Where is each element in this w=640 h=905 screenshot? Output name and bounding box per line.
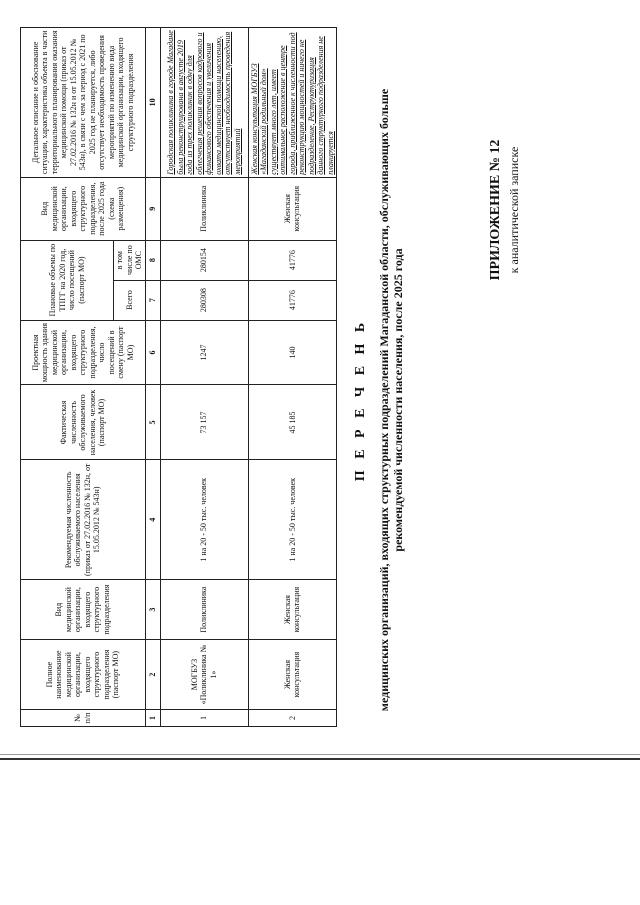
design-capacity: 1247 <box>160 320 248 385</box>
row-number: 1 <box>160 710 248 727</box>
planned-oms: 280154 <box>160 240 248 280</box>
planned-total: 41776 <box>248 280 337 320</box>
col-capacity-header: Проектная мощность здания медицинской организации, входящего структурного подразделения, число посещений в смену (паспорт МО) <box>21 320 146 385</box>
org-name: МОГБУЗ «Поликлиника № 1» <box>160 640 248 710</box>
column-number: 2 <box>145 640 160 710</box>
column-number: 3 <box>145 580 160 640</box>
row-number: 2 <box>248 710 337 727</box>
column-number: 6 <box>145 320 160 385</box>
column-number: 4 <box>145 460 160 580</box>
document-heading <box>353 50 405 750</box>
col-number-header: № п/п <box>21 710 146 727</box>
column-number: 7 <box>145 280 160 320</box>
organizations-table <box>20 27 337 727</box>
org-type-2025: Женская консультация <box>248 177 337 240</box>
table-header-row <box>21 28 114 727</box>
table-row <box>160 28 248 727</box>
recommended-population: 1 на 20 - 50 тыс. человек <box>160 460 248 580</box>
page-fold-line-shadow <box>0 754 640 755</box>
col-planned-total-header: Всего <box>114 280 146 320</box>
appendix-title: ПРИЛОЖЕНИЕ № 12 <box>488 139 503 281</box>
actual-population: 73 157 <box>160 385 248 460</box>
appendix-subtitle: к аналитической записке <box>507 146 521 274</box>
design-capacity: 140 <box>248 320 337 385</box>
col-recommended-header: Рекомендуемая численность обслуживаемого населения (приказ от 27.02.2016 № 132н, от 15.05.2012 № 543н) <box>21 460 146 580</box>
heading-word: П Е Р Е Ч Е Н Ь <box>353 318 368 482</box>
page-fold-line <box>0 758 640 760</box>
recommended-population: 1 на 20 - 50 тыс. человек <box>248 460 337 580</box>
col-actual-header: Фактическая численность обслуживаемого населения, человек (паспорт МО) <box>21 385 146 460</box>
col-type-2025-header: Вид медицинской организации, входящего структурного подразделения, после 2025 года (схема размещения) <box>21 177 146 240</box>
column-number: 9 <box>145 177 160 240</box>
org-type-2025: Поликлиника <box>160 177 248 240</box>
col-description-header: Детальное описание и обоснование ситуации, характеристика объекта в части территориального планирования оказания медицинской помощи (приказ от 27.02.2016 № 132н и от 15.05.2012 № 543н), в связи с чем за период с 2021 по 2025 год не планируется, либо отсутствует необходимость проведения мероприятий по изменению вида медицинской организации, входящего структурного подразделения <box>21 28 146 178</box>
column-number: 5 <box>145 385 160 460</box>
col-name-header: Полное наименование медицинской организации, входящего структурного подразделения (паспорт МО) <box>21 640 146 710</box>
planned-total: 280308 <box>160 280 248 320</box>
org-type: Поликлиника <box>160 580 248 640</box>
appendix-header <box>488 40 522 380</box>
org-name: Женская консультация <box>248 640 337 710</box>
col-planned-oms-header: в том числе по ОМС <box>114 240 146 280</box>
heading-text: медицинских организаций, входящих структурных подразделений Магаданской области, обслуживающих больше рекомендуемой численности населения, после 2025 года <box>377 88 405 712</box>
column-number: 8 <box>145 240 160 280</box>
org-type: Женская консультация <box>248 580 337 640</box>
description-note: Городская поликлиника в городе Магадане была реконструирована в августе 2019 года из трех поликлиник в одну для облегчения решения вопросов кадрового и финансового обеспечения и увеличения охвата медицинской помощи населению, отсутствует необходимость проведения мероприятий <box>160 28 248 178</box>
actual-population: 45 185 <box>248 385 337 460</box>
column-number: 10 <box>145 28 160 178</box>
table-row <box>248 28 337 727</box>
planned-oms: 41776 <box>248 240 337 280</box>
column-number: 1 <box>145 710 160 727</box>
col-planned-header: Плановые объемы по ТПГГ на 2020 год, число посещений (паспорт МО) <box>21 240 114 320</box>
column-numbers-row <box>145 28 160 727</box>
col-type-header: Вид медицинской организации, входящего структурного подразделения <box>21 580 146 640</box>
description-note: Женская консультация МОГБУЗ «Магаданский родильный дом» существует много лет, имеет оптимальное расположение в центре города, приближенное к численности под реконструкцию мощностей и ничего не подразделение, Реструктуризация данного структурного подразделения не планируется <box>248 28 337 178</box>
